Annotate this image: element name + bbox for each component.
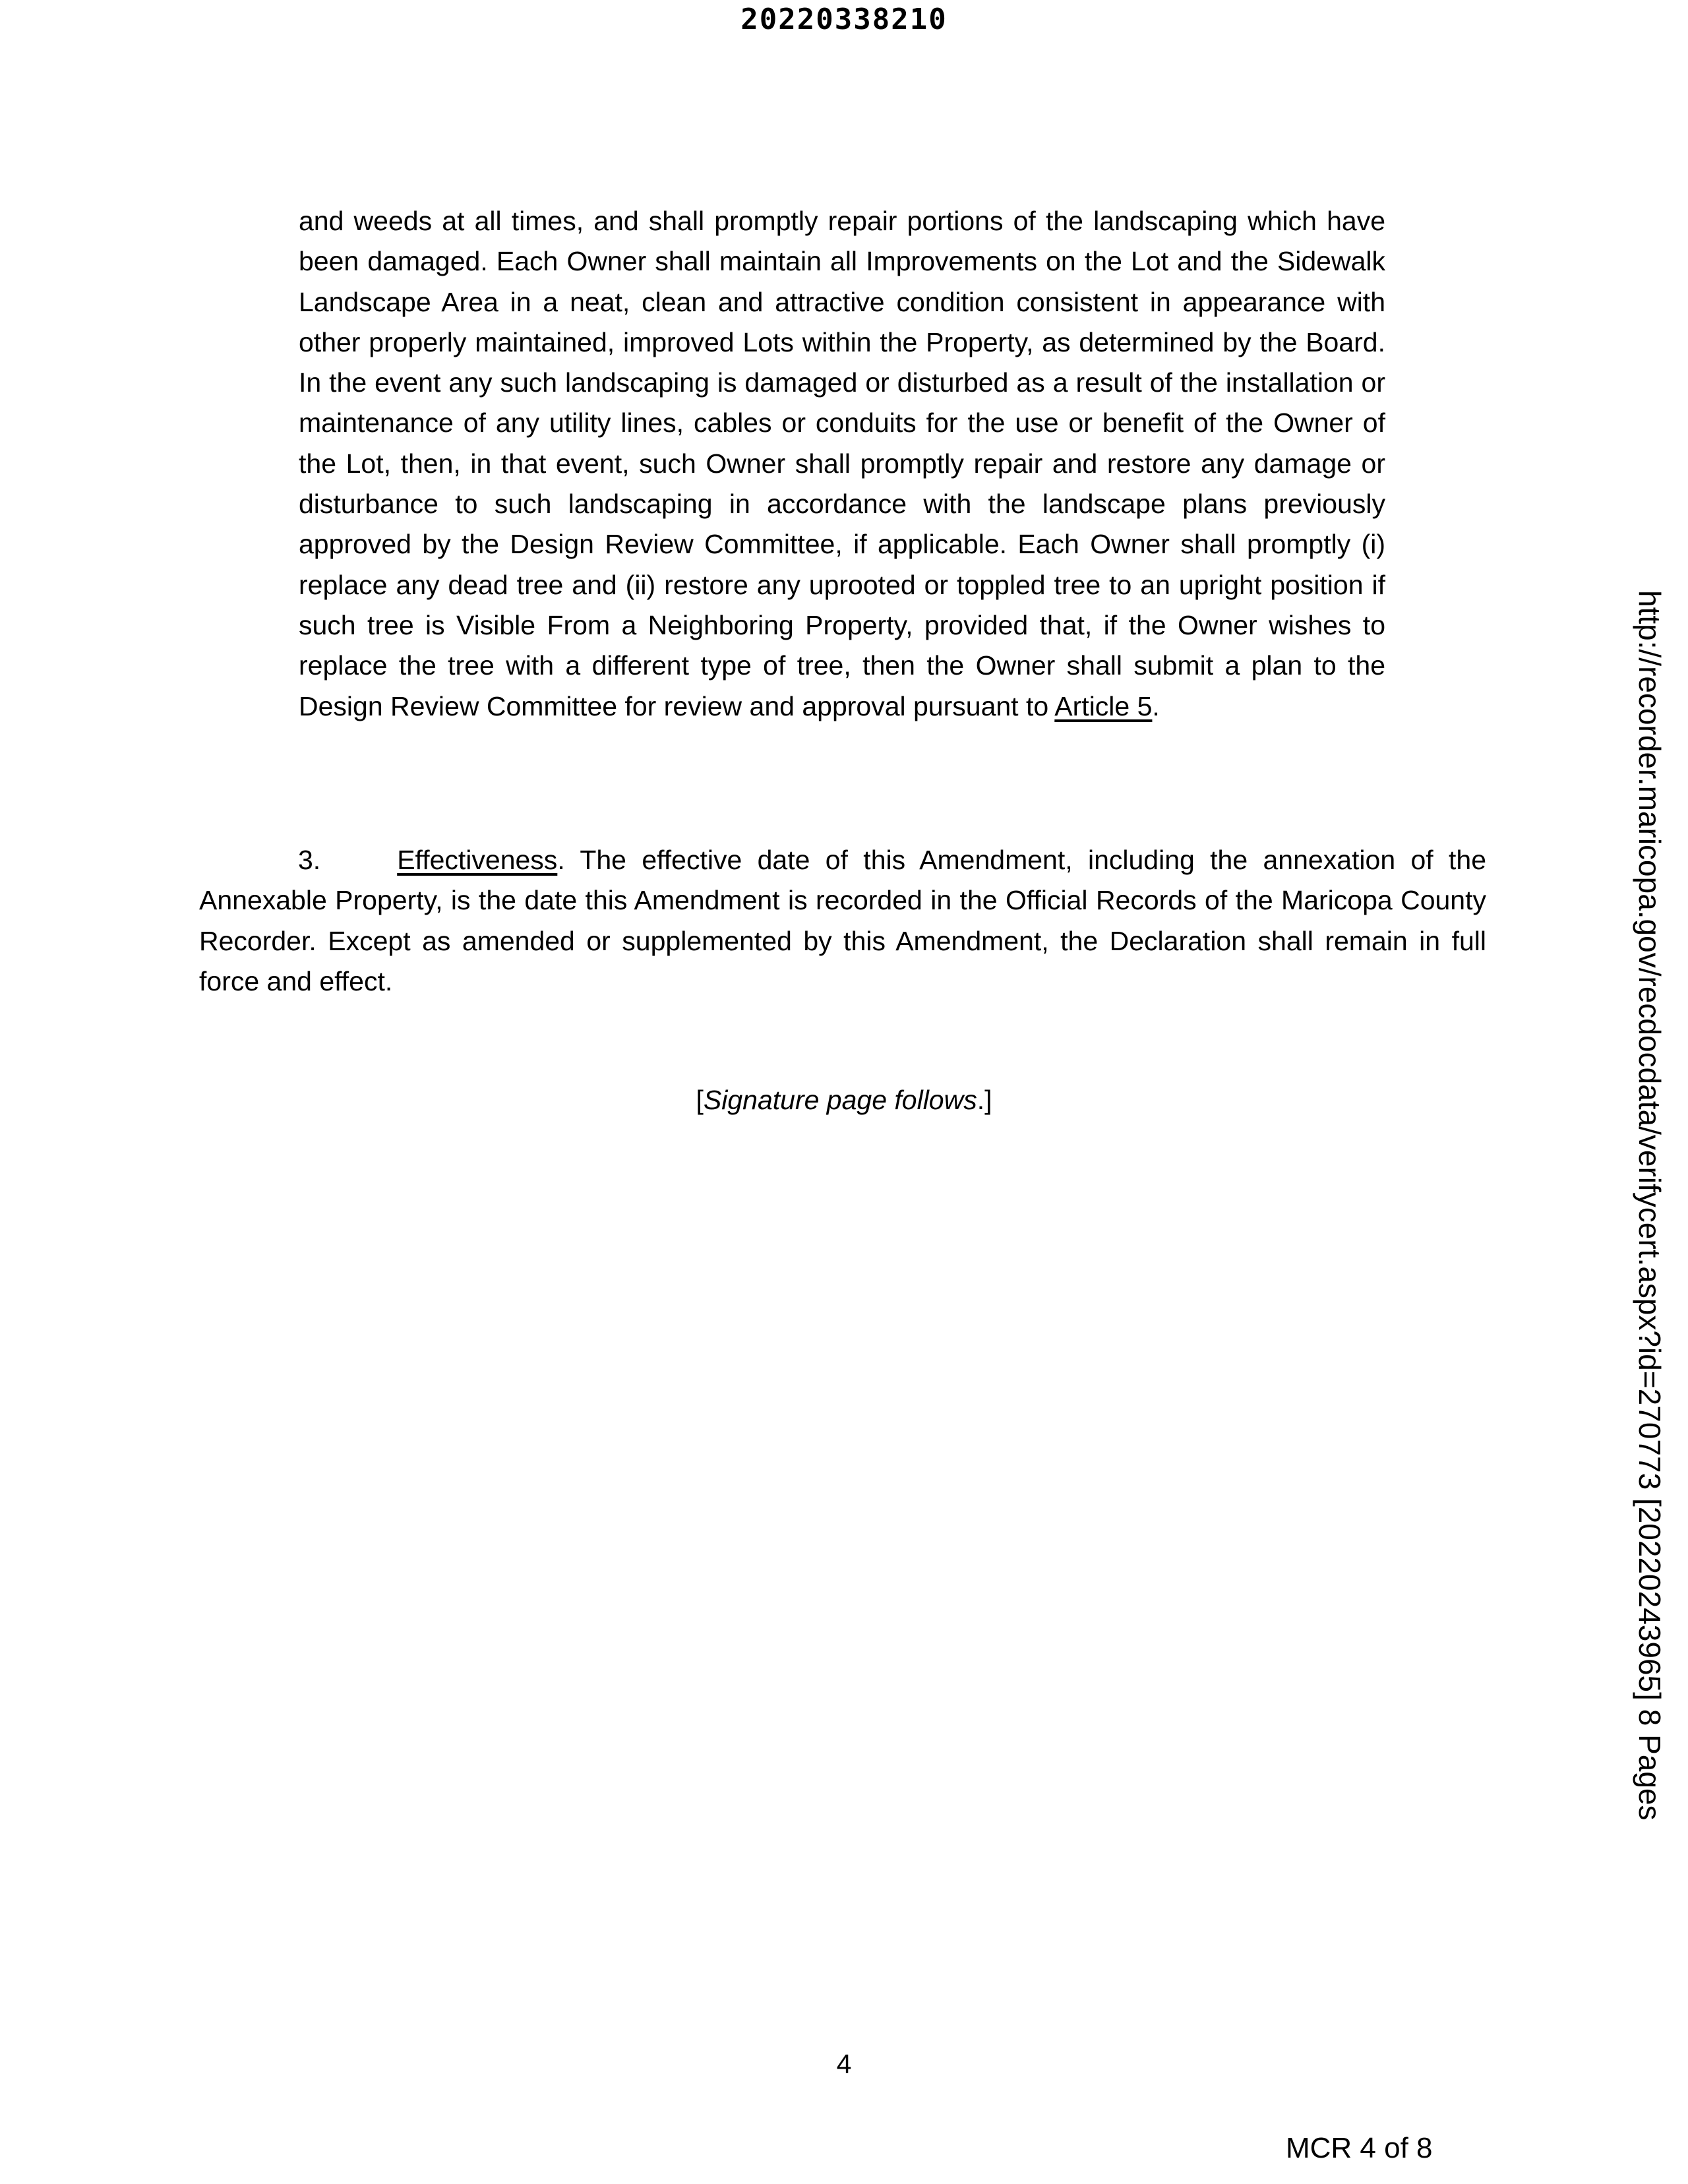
- verification-url-stamp: http://recorder.maricopa.gov/recdocdata/verifycert.aspx?id=270773 [20220243965] 8 Pages: [1633, 590, 1667, 1821]
- document-number: 20220338210: [740, 3, 948, 36]
- page-number: 4: [836, 2049, 852, 2079]
- section-number: 3.: [298, 845, 321, 875]
- section-text: The effective date of this Amendment, including the annexation of the Annexable Property, is the date this Amendment is recorded in the Official Records of the Maricopa County Recorder. Except as amended or supplemented by this Amendment, the Declaration shall remain in full force and effect.: [199, 845, 1486, 996]
- signature-note-close: .]: [977, 1085, 992, 1115]
- section-heading: Effectiveness: [397, 845, 558, 875]
- paragraph-text: and weeds at all times, and shall promptly repair portions of the landscaping which have been damaged. Each Owner shall maintain all Improvements on the Lot and the Sidewalk Landscape Area in a neat, clean and attractive condition consistent in appearance with other properly maintained, improved Lots within the Property, as determined by the Board. In the event any such landscaping is damaged or disturbed as a result of the installation or maintenance of any utility lines, cables or conduits for the use or benefit of the Owner of the Lot, then, in that event, such Owner shall promptly repair and restore any damage or disturbance to such landscaping in accordance with the landscape plans previously approved by the Design Review Committee, if applicable. Each Owner shall promptly (i) replace any dead tree and (ii) restore any uprooted or toppled tree to an upright position if such tree is Visible From a Neighboring Property, provided that, if the Owner wishes to replace the tree with a different type of tree, then the Owner shall submit a plan to the Design Review Committee for review and approval pursuant to: [299, 206, 1385, 721]
- section-heading-end: .: [557, 845, 565, 875]
- continued-paragraph: [299, 201, 1385, 727]
- paragraph-end: .: [1152, 690, 1160, 721]
- signature-note-text: Signature page follows: [703, 1085, 977, 1115]
- article-5-reference: Article 5: [1054, 690, 1153, 721]
- signature-note-open: [: [696, 1085, 704, 1115]
- signature-page-note: [0, 1080, 1688, 1120]
- section-3-effectiveness: [199, 840, 1486, 1002]
- mcr-page-label: MCR 4 of 8: [1286, 2132, 1433, 2164]
